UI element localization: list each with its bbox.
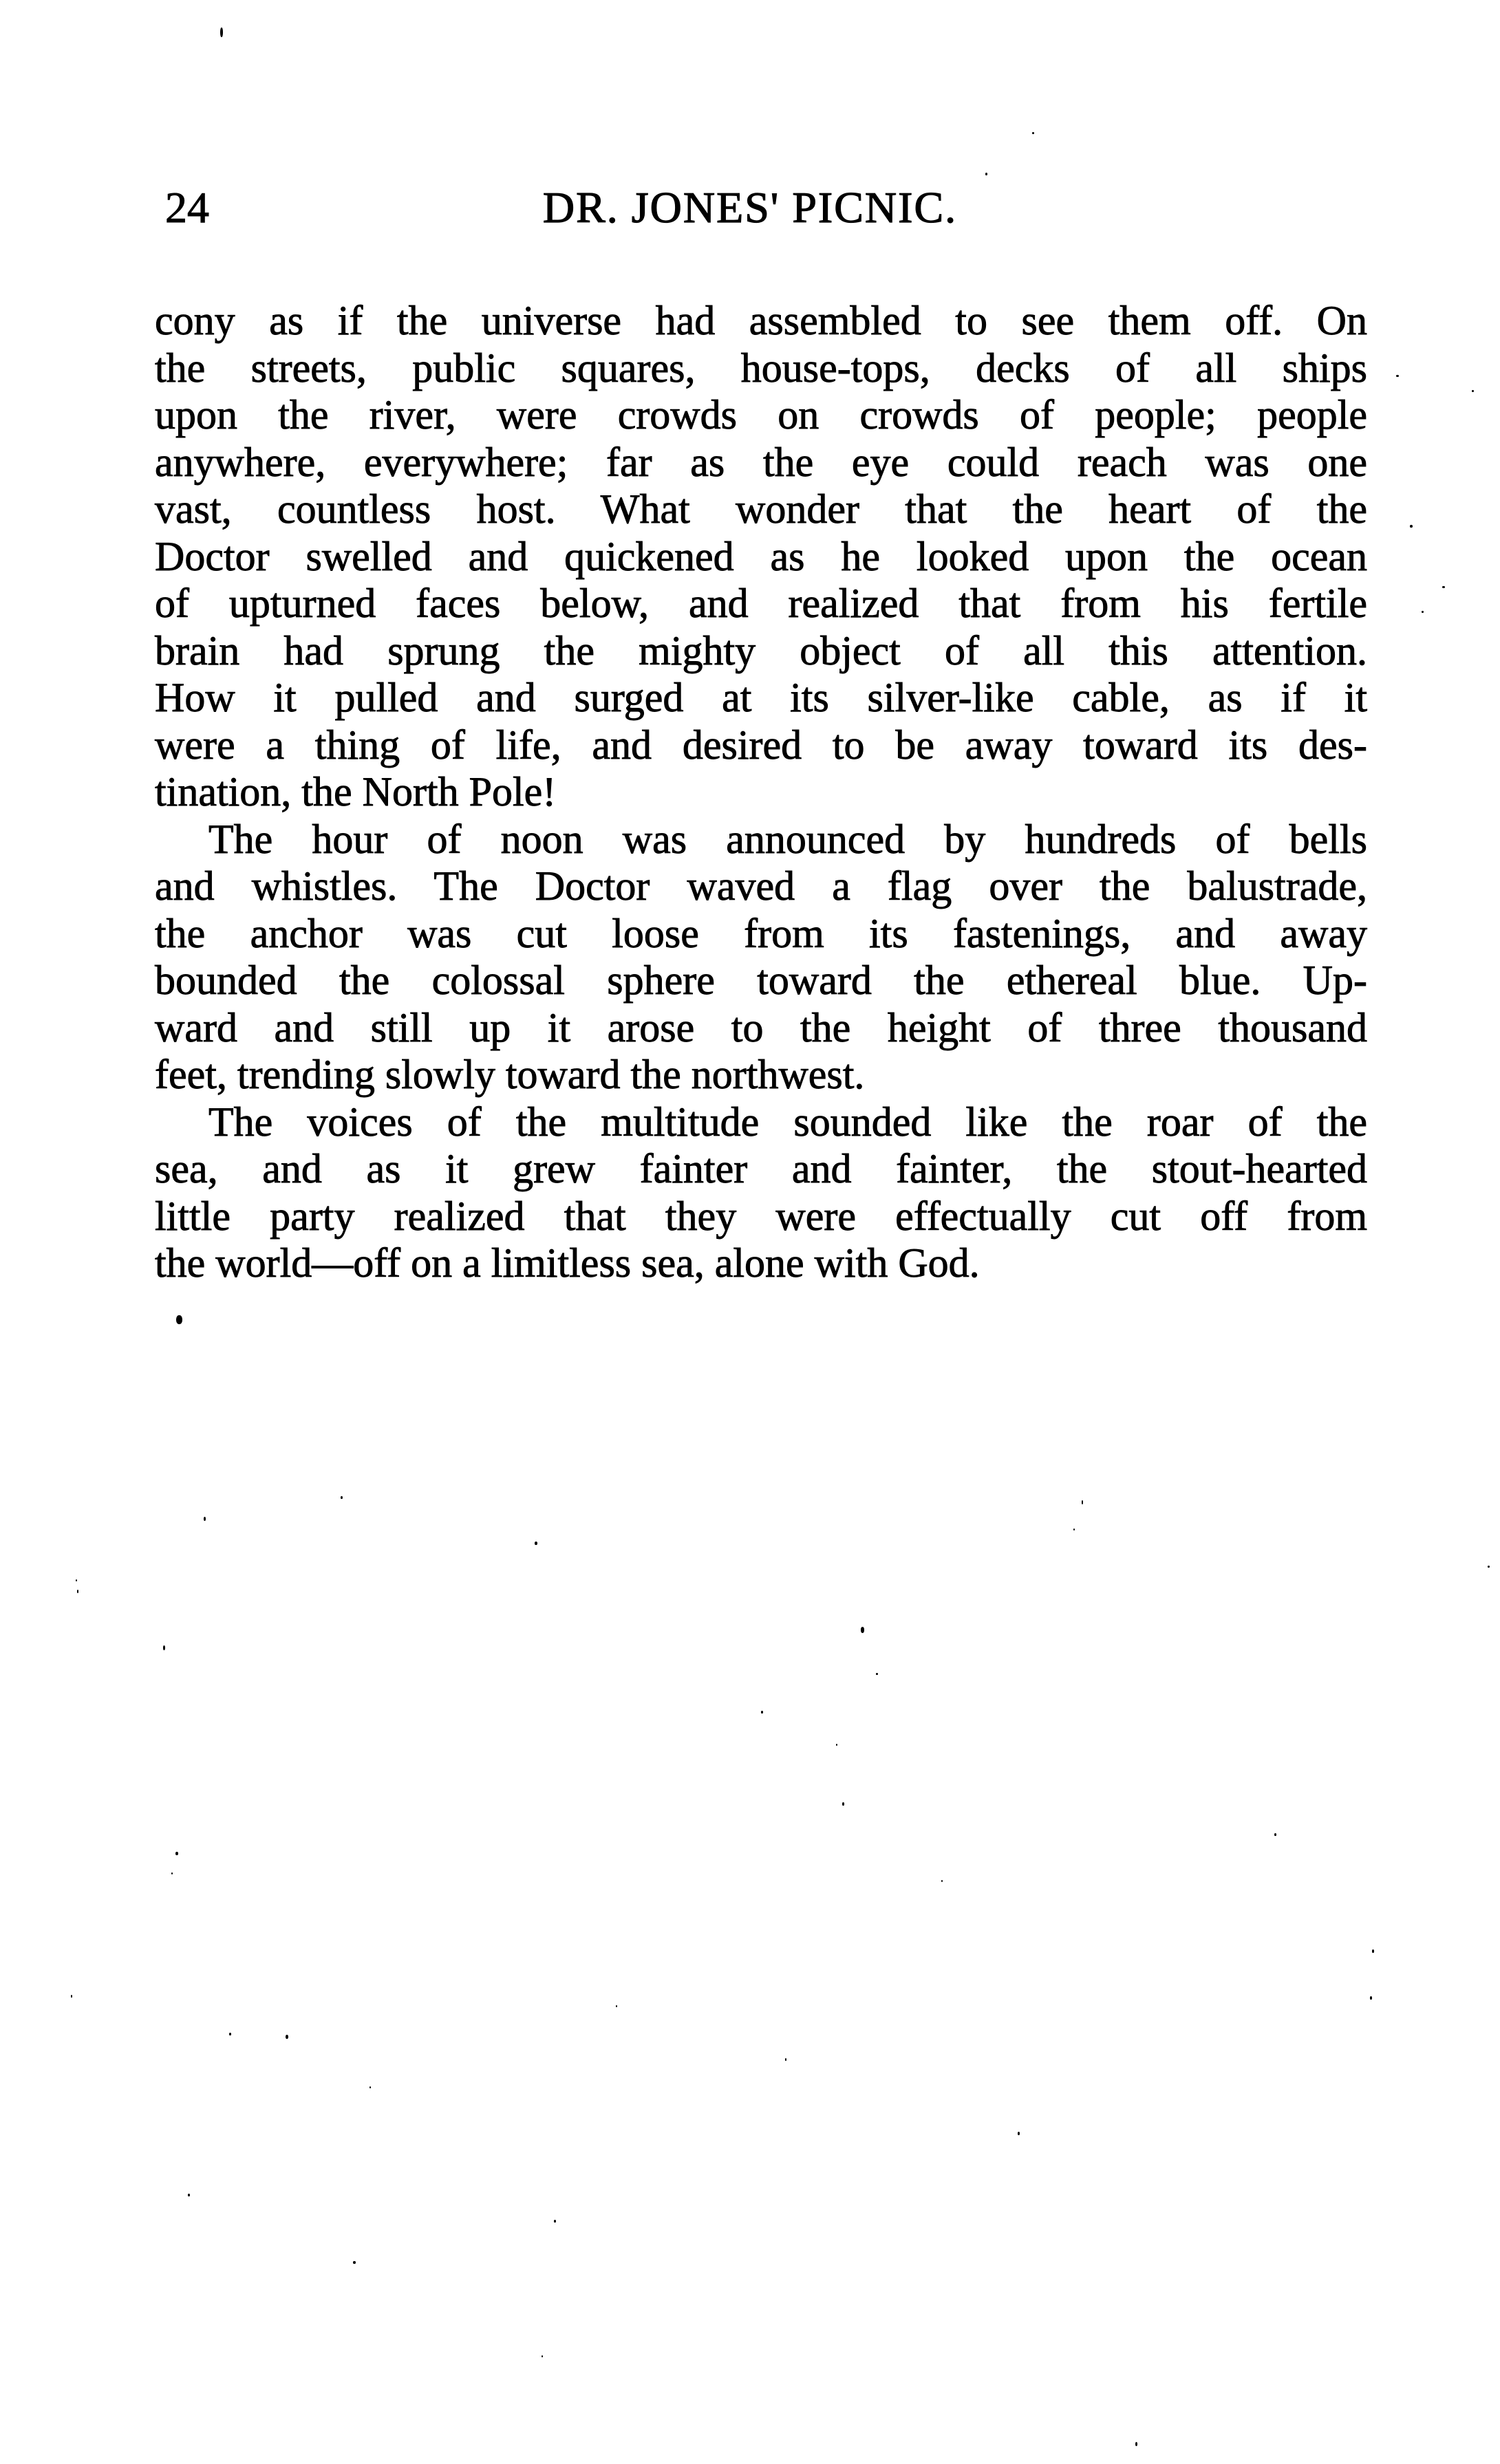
scan-speck: [1472, 390, 1474, 392]
text-line: ward and still up it arose to the height of three thousand: [155, 1004, 1367, 1050]
scan-speck: [785, 2058, 786, 2061]
text-line: The hour of noon was announced by hundreds of bells: [208, 816, 1367, 862]
scan-speck: [761, 1711, 763, 1714]
scan-speck: [1274, 1833, 1276, 1836]
text-line: cony as if the universe had assembled to see them off. On: [155, 298, 1367, 343]
scan-speck: [1396, 375, 1399, 377]
page-text: [155, 297, 1367, 1287]
page-number: 24: [165, 183, 209, 232]
text-line: upon the river, were crowds on crowds of people; people: [155, 392, 1367, 437]
scan-speck: [535, 1542, 537, 1545]
scan-speck: [175, 1852, 178, 1855]
text-line: the anchor was cut loose from its fastenings, and away: [155, 910, 1367, 956]
scan-speck: [1410, 525, 1413, 528]
text-line: the streets, public squares, house-tops, decks of all ships: [155, 345, 1367, 391]
scan-speck: [163, 1645, 165, 1650]
scan-speck: [76, 1579, 77, 1581]
text-line: tination, the North Pole!: [155, 769, 557, 814]
scan-speck: [1372, 1949, 1374, 1953]
scan-speck: [554, 2220, 556, 2223]
scan-speck: [616, 2005, 617, 2007]
scan-speck: [220, 28, 223, 37]
text-line: The voices of the multitude sounded like the roar of the: [208, 1099, 1367, 1145]
text-line: How it pulled and surged at its silver-like cable, as if it: [155, 675, 1367, 720]
text-line: of upturned faces below, and realized that from his fertile: [155, 581, 1367, 626]
scan-speck: [353, 2261, 356, 2264]
scan-speck: [1370, 1996, 1372, 2000]
scan-speck: [229, 2033, 231, 2035]
scan-speck: [369, 2086, 371, 2088]
scan-speck: [1032, 132, 1034, 134]
scan-speck: [861, 1627, 864, 1633]
scan-speck: [876, 1673, 878, 1675]
scan-speck: [542, 2355, 543, 2357]
text-line: vast, countless host. What wonder that the heart of the: [155, 486, 1367, 532]
scan-speck: [176, 1315, 182, 1324]
scan-speck: [77, 1590, 78, 1593]
scan-speck: [842, 1802, 844, 1806]
scan-speck: [1422, 611, 1424, 613]
text-line: anywhere, everywhere; far as the eye could reach was one: [155, 439, 1367, 485]
scan-speck: [1073, 1528, 1075, 1531]
page-header: [0, 180, 1500, 242]
scan-speck: [836, 1744, 837, 1746]
text-line: the world—off on a limitless sea, alone with God.: [155, 1240, 980, 1286]
text-line: brain had sprung the mighty object of all this attention.: [155, 627, 1367, 673]
scan-speck: [1488, 1566, 1490, 1568]
scan-speck: [341, 1496, 343, 1499]
scan-speck: [71, 1995, 72, 1998]
scan-speck: [1135, 2442, 1137, 2446]
text-line: and whistles. The Doctor waved a flag over the balustrade,: [155, 863, 1367, 909]
scan-speck: [286, 2035, 288, 2039]
text-line: little party realized that they were effectually cut off from: [155, 1193, 1367, 1239]
scan-speck: [1018, 2132, 1020, 2135]
scan-speck: [1442, 586, 1445, 588]
scan-speck: [204, 1517, 206, 1521]
scan-speck: [188, 2194, 190, 2196]
scan-speck: [985, 173, 987, 175]
running-title: DR. JONES' PICNIC.: [542, 183, 958, 232]
text-line: bounded the colossal sphere toward the ethereal blue. Up-: [155, 958, 1367, 1003]
scan-speck: [1082, 1500, 1083, 1504]
text-line: feet, trending slowly toward the northwest.: [155, 1052, 865, 1097]
text-line: sea, and as it grew fainter and fainter, the stout-hearted: [155, 1146, 1367, 1191]
scan-speck: [941, 1880, 943, 1882]
text-line: were a thing of life, and desired to be away toward its des-: [155, 722, 1367, 768]
text-line: Doctor swelled and quickened as he looked upon the ocean: [155, 533, 1367, 579]
scan-speck: [171, 1872, 173, 1874]
